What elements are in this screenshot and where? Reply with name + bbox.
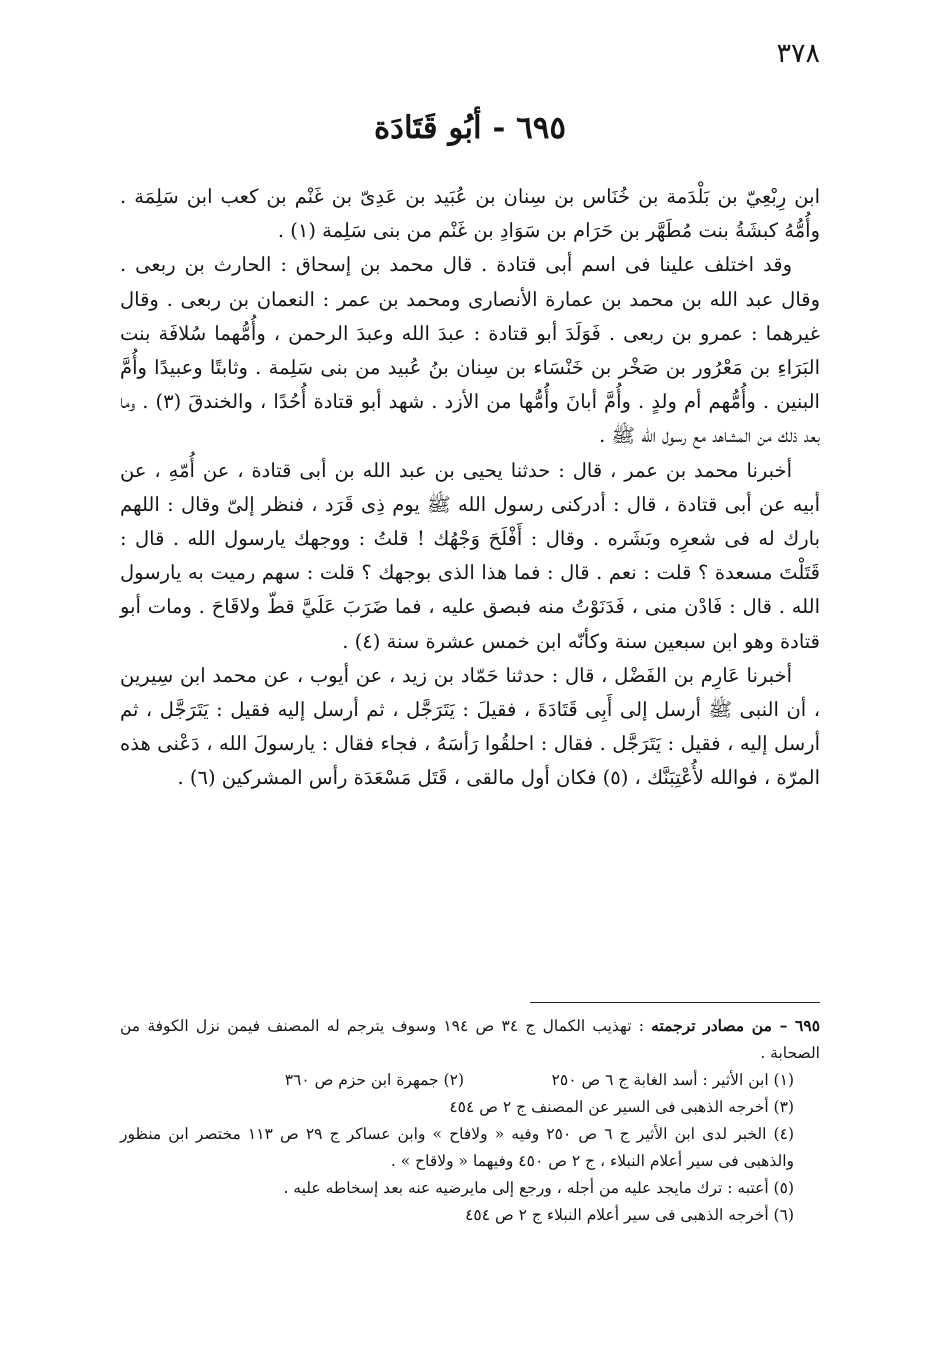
- footnote-row: [120, 1067, 820, 1094]
- footnote-2: (٢) جمهرة ابن حزم ص ٣٦٠: [284, 1071, 464, 1089]
- page-number: ٣٧٨: [776, 38, 820, 69]
- paragraph: ابن رِبْعِيّ بن بَلْدَمة بن خُنَاس بن سِنان بن عُبَيد بن عَدِىّ بن غَنْم بن كعب ابن سَلِمَة . وأُمُّهُ كبشَةُ بنت مُطَهَّر بن حَرَام بن سَوَادِ بن غَنْم من بنى سَلِمة (١) .: [120, 185, 820, 243]
- footnote-3: (٣) أخرجه الذهبى فى السير عن المصنف ج ٢ ص ٤٥٤: [449, 1098, 794, 1116]
- paragraph: وقد اختلف علينا فى اسم أبى قتادة . قال محمد بن إسحاق : الحارث بن ربعى . وقال عبد الله بن محمد بن عمارة الأنصارى ومحمد بن عمر : النعمان بن ربعى . وقال غيرهما : عمرو بن ربعى . فَوَلَدَ أبو قتادة : عبدَ الله وعبدَ الرحمن ، وأُمُّهما سُلافَة بنت البَرَاءِ بن مَعْرُور بن صَخْر بن خَنْسَاء بن سِنان بنُ عُبيد من بنى سَلِمة . وثابتًا وعبيدًا وأُمَّ البنين . وأُمُّهم أم ولدٍ . وأُمَّ أبانَ وأُمُّها من الأزد . شهد أبو قتادة أُحُدًا ، والخندقَ (٣) . وما بعد ذلك من المشاهد مع رسول الله ﷺ .: [120, 253, 820, 448]
- footnote-source: [120, 1012, 820, 1067]
- footnote-divider: [530, 1002, 820, 1003]
- footnote-source-text: : تهذيب الكمال ج ٣٤ ص ١٩٤ وسوف يترجم له المصنف فيمن نزل الكوفة من الصحابة .: [120, 1017, 820, 1062]
- chapter-title: ٦٩٥ - أبُو قَتَادَة: [373, 110, 567, 146]
- footnote-1: (١) ابن الأثير : أسد الغابة ج ٦ ص ٢٥٠: [551, 1071, 794, 1089]
- footnote-source-label: ٦٩٥ – من مصادر ترجمته: [651, 1016, 821, 1035]
- footnotes: [120, 1012, 820, 1229]
- paragraph: أخبرنا عَارِم بن الفَضْل ، قال : حدثنا حَمّاد بن زيد ، عن أيوب ، عن محمد ابن سِيرين ، أن النبى ﷺ أرسل إلى أَبِى قَتَادَةَ ، فقيلَ : يَتَرَجَّل ، ثم أرسل إليه فقيل : يَتَرَجَّل ، ثم أرسل إليه ، فقيل : يَتَرَجَّل . فقال : احلقُوا رَأسَهُ ، فجاء فقال : يارسولَ الله ، دَعْنى هذه المرّة ، فوالله لأُعْتِبَنَّك ، (٥) فكان أول مالقى ، قَتَل مَسْعَدَة رأس المشركين (٦) .: [120, 663, 820, 790]
- footnote-5: (٥) أعتبه : ترك مايجد عليه من أجله ، ورجع إلى مايرضيه عنه بعد إسخاطه عليه .: [283, 1179, 794, 1197]
- footnote-4: (٤) الخبر لدى ابن الأثير ج ٦ ص ٢٥٠ وفيه « ولافاح » وابن عساكر ج ٢٩ ص ١١٣ مختصر ابن منظور والذهبى فى سير أعلام النبلاء ، ج ٢ ص ٤٥٠ وفيهما « ولاقاح » .: [120, 1125, 794, 1170]
- footnote-6: (٦) أخرجه الذهبى فى سير أعلام النبلاء ج ٢ ص ٤٥٤: [465, 1206, 794, 1224]
- paragraph: أخبرنا محمد بن عمر ، قال : حدثنا يحيى بن عبد الله بن أبى قتادة ، عن أُمّهِ ، عن أبيه عن أبى قتادة ، قال : أدركنى رسول الله ﷺ يوم ذِى قَرَد ، فنظر إلىّ وقال : اللهم بارك له فى شعرِه وبَشَره . وقال : أَفْلَحَ وَجْهُك ! قلتُ : ووجهك يارسول الله . قال : قَتَلْتَ مسعدة ؟ قلت : نعم . قال : فما هذا الذى بوجهك ؟ قلت : سهم رميت به يارسول الله . قال : فَادْن منى ، فَدَنَوْتُ منه فبصق عليه ، فما ضَرَبَ عَلَيَّ قطّ ولاقَاحَ . ومات أبو قتادة وهو ابن سبعين سنة وكأنّه ابن خمس عشرة سنة (٤) .: [120, 458, 820, 653]
- body-text: [120, 180, 820, 796]
